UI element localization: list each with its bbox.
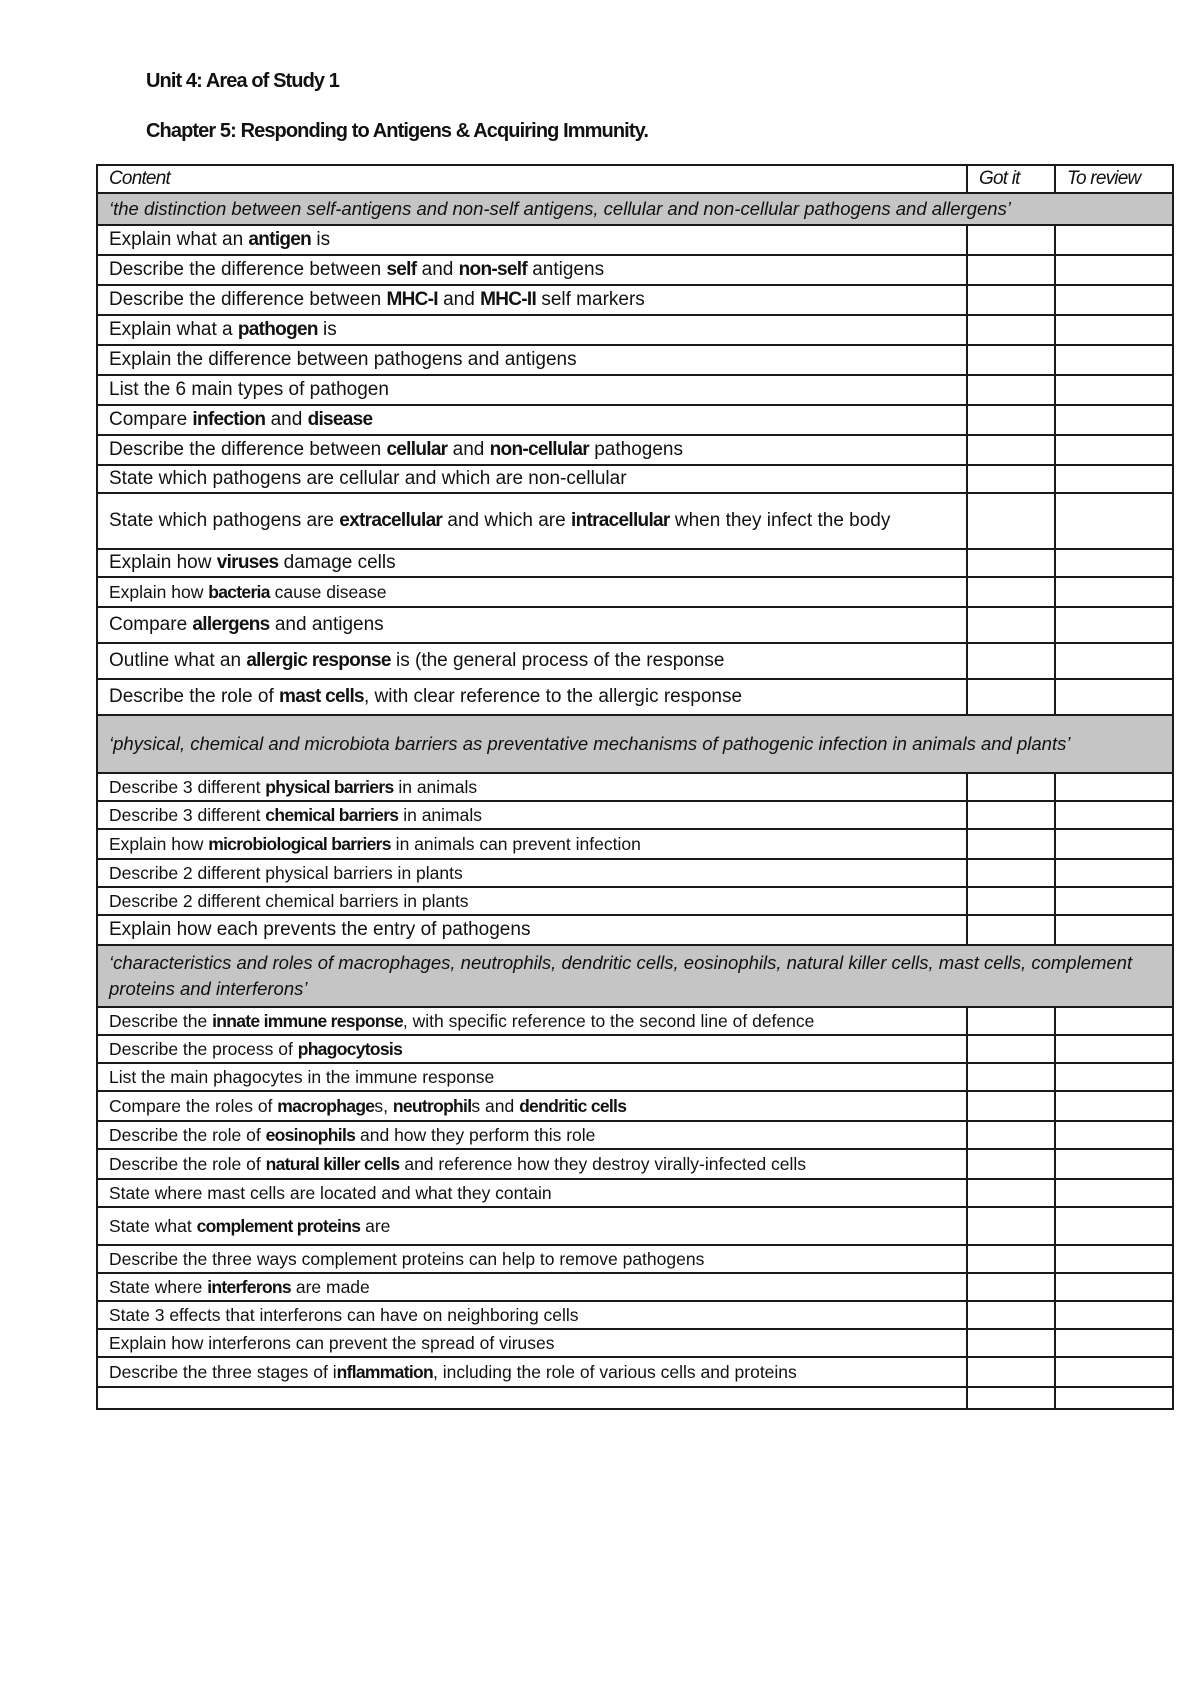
content-cell (97, 829, 967, 859)
key-term: mast cells (279, 686, 364, 707)
text-fragment: Compare the roles of (109, 1096, 278, 1116)
text-fragment: List the 6 main types of pathogen (109, 379, 389, 400)
chapter-heading: Chapter 5: Responding to Antigens & Acquiring Immunity. (146, 120, 648, 142)
checklist-row (97, 1007, 1173, 1035)
content-cell (97, 315, 967, 345)
key-term: nflammation (336, 1362, 433, 1382)
text-fragment: List the main phagocytes in the immune response (109, 1067, 495, 1087)
text-fragment: is (311, 229, 331, 250)
text-fragment: , with clear reference to the allergic response (363, 686, 743, 707)
got-it-cell[interactable] (967, 435, 1055, 465)
text-fragment: Describe the role of (109, 1154, 266, 1174)
text-fragment: , with specific reference to the second line of defence (402, 1011, 815, 1031)
content-cell (97, 465, 967, 493)
to-review-cell[interactable] (1055, 1063, 1173, 1091)
section-description (97, 193, 1173, 225)
content-cell (97, 643, 967, 679)
key-term: infection (192, 409, 266, 430)
content-cell (97, 1035, 967, 1063)
text-fragment: in animals (393, 777, 478, 797)
got-it-cell[interactable] (967, 493, 1055, 549)
content-cell (97, 1273, 967, 1301)
key-term: natural killer cells (265, 1154, 400, 1174)
key-term: intracellular (570, 510, 670, 531)
to-review-cell[interactable] (1055, 801, 1173, 829)
checklist-row (97, 1035, 1173, 1063)
got-it-cell[interactable] (967, 345, 1055, 375)
section-row (97, 715, 1173, 773)
to-review-cell[interactable] (1055, 1149, 1173, 1179)
content-cell (97, 225, 967, 255)
content-cell (97, 405, 967, 435)
key-term: MHC-I (386, 289, 438, 310)
key-term: complement proteins (196, 1216, 361, 1236)
to-review-cell[interactable] (1055, 1179, 1173, 1207)
checklist-row (97, 1301, 1173, 1329)
content-cell (97, 915, 967, 945)
got-it-cell[interactable] (967, 225, 1055, 255)
checklist-row (97, 1245, 1173, 1273)
content-cell (97, 1149, 967, 1179)
to-review-cell[interactable] (1055, 1329, 1173, 1357)
to-review-cell[interactable] (1055, 679, 1173, 715)
to-review-cell[interactable] (1055, 1207, 1173, 1245)
content-cell (97, 679, 967, 715)
key-term: pathogen (237, 319, 318, 340)
got-it-cell[interactable] (967, 1035, 1055, 1063)
checklist-row (97, 859, 1173, 887)
column-header-to-review: To review (1055, 165, 1173, 193)
to-review-cell[interactable] (1055, 773, 1173, 801)
got-it-cell[interactable] (967, 801, 1055, 829)
checklist-row (97, 465, 1173, 493)
to-review-cell[interactable] (1055, 1007, 1173, 1035)
got-it-cell[interactable] (967, 1273, 1055, 1301)
checklist-row (97, 315, 1173, 345)
text-fragment: Compare (109, 409, 193, 430)
got-it-cell[interactable] (967, 1357, 1055, 1387)
text-fragment: ‘the distinction between self-antigens and non-self antigens, cellular and non-cellular pathogens and allergens’ (109, 198, 1011, 219)
to-review-cell[interactable] (1055, 829, 1173, 859)
key-term: self (386, 259, 417, 280)
text-fragment: Describe the difference between (109, 259, 387, 280)
text-fragment: , including the role of various cells and proteins (432, 1362, 797, 1382)
content-checklist-table (96, 164, 1174, 1410)
checklist-row (97, 1207, 1173, 1245)
text-fragment: State which pathogens are (109, 510, 340, 531)
text-fragment: State where mast cells are located and what they contain (109, 1183, 552, 1203)
text-fragment: cause disease (269, 582, 387, 602)
checklist-row (97, 1091, 1173, 1121)
checklist-row (97, 375, 1173, 405)
text-fragment: Describe 2 different physical barriers in plants (109, 863, 463, 883)
text-fragment: self markers (536, 289, 645, 310)
content-cell (97, 1179, 967, 1207)
checklist-row (97, 829, 1173, 859)
got-it-cell[interactable] (967, 1387, 1055, 1409)
text-fragment: Explain how interferons can prevent the spread of viruses (109, 1333, 555, 1353)
checklist-row (97, 679, 1173, 715)
key-term: allergens (192, 614, 270, 635)
got-it-cell[interactable] (967, 465, 1055, 493)
text-fragment: Describe the difference between (109, 289, 387, 310)
text-fragment: Outline what an (109, 650, 247, 671)
text-fragment: antigens (526, 259, 605, 280)
text-fragment: Describe the role of (109, 1125, 266, 1145)
to-review-cell[interactable] (1055, 1273, 1173, 1301)
key-term: macrophage (277, 1096, 375, 1116)
got-it-cell[interactable] (967, 643, 1055, 679)
text-fragment: Compare (109, 614, 193, 635)
to-review-cell[interactable] (1055, 643, 1173, 679)
content-cell (97, 1387, 967, 1409)
text-fragment: State what (109, 1216, 197, 1236)
text-fragment: and (447, 439, 490, 460)
text-fragment: Describe the role of (109, 686, 280, 707)
content-cell (97, 1329, 967, 1357)
content-cell (97, 859, 967, 887)
got-it-cell[interactable] (967, 829, 1055, 859)
checklist-row (97, 1063, 1173, 1091)
text-fragment: s and (471, 1096, 520, 1116)
to-review-cell[interactable] (1055, 315, 1173, 345)
got-it-cell[interactable] (967, 1179, 1055, 1207)
content-cell (97, 577, 967, 607)
got-it-cell[interactable] (967, 285, 1055, 315)
to-review-cell[interactable] (1055, 1035, 1173, 1063)
key-term: microbiological barriers (208, 834, 391, 854)
key-term: non-cellular (489, 439, 589, 460)
text-fragment: Describe 3 different (109, 805, 266, 825)
to-review-cell[interactable] (1055, 345, 1173, 375)
got-it-cell[interactable] (967, 405, 1055, 435)
text-fragment: s, (374, 1096, 393, 1116)
text-fragment: Describe 3 different (109, 777, 266, 797)
text-fragment: Describe 2 different chemical barriers in plants (109, 891, 469, 911)
got-it-cell[interactable] (967, 1091, 1055, 1121)
to-review-cell[interactable] (1055, 1301, 1173, 1329)
checklist-row (97, 549, 1173, 577)
got-it-cell[interactable] (967, 915, 1055, 945)
got-it-cell[interactable] (967, 887, 1055, 915)
checklist-row (97, 255, 1173, 285)
section-row (97, 945, 1173, 1007)
checklist-row (97, 607, 1173, 643)
text-fragment: and (437, 289, 481, 310)
key-term: non-self (458, 259, 527, 280)
text-fragment: damage cells (278, 552, 396, 573)
unit-heading: Unit 4: Area of Study 1 (146, 70, 340, 92)
content-cell (97, 285, 967, 315)
text-fragment: in animals can prevent infection (390, 834, 641, 854)
got-it-cell[interactable] (967, 1121, 1055, 1149)
got-it-cell[interactable] (967, 549, 1055, 577)
text-fragment: and (416, 259, 459, 280)
key-term: innate immune response (212, 1011, 403, 1031)
content-cell (97, 607, 967, 643)
text-fragment: State 3 effects that interferons can have on neighboring cells (109, 1305, 579, 1325)
to-review-cell[interactable] (1055, 225, 1173, 255)
to-review-cell[interactable] (1055, 493, 1173, 549)
text-fragment: are made (290, 1277, 370, 1297)
table-header-row (97, 165, 1173, 193)
checklist-row (97, 285, 1173, 315)
content-cell (97, 345, 967, 375)
content-cell (97, 1357, 967, 1387)
text-fragment: Explain how each prevents the entry of pathogens (109, 919, 531, 940)
content-cell (97, 549, 967, 577)
to-review-cell[interactable] (1055, 887, 1173, 915)
content-cell (97, 887, 967, 915)
got-it-cell[interactable] (967, 577, 1055, 607)
text-fragment: Describe the three ways complement proteins can help to remove pathogens (109, 1249, 705, 1269)
got-it-cell[interactable] (967, 607, 1055, 643)
content-cell (97, 1301, 967, 1329)
to-review-cell[interactable] (1055, 285, 1173, 315)
key-term: antigen (248, 229, 312, 250)
key-term: viruses (216, 552, 279, 573)
text-fragment: and how they perform this role (355, 1125, 596, 1145)
text-fragment: and reference how they destroy virally-infected cells (399, 1154, 807, 1174)
content-cell (97, 255, 967, 285)
text-fragment: State which pathogens are cellular and which are non-cellular (109, 468, 627, 489)
checklist-row (97, 577, 1173, 607)
section-description (97, 715, 1173, 773)
content-cell (97, 375, 967, 405)
got-it-cell[interactable] (967, 1329, 1055, 1357)
to-review-cell[interactable] (1055, 859, 1173, 887)
checklist-row (97, 345, 1173, 375)
got-it-cell[interactable] (967, 315, 1055, 345)
text-fragment: Explain the difference between pathogens and antigens (109, 349, 577, 370)
got-it-cell[interactable] (967, 1007, 1055, 1035)
checklist-row (97, 1179, 1173, 1207)
to-review-cell[interactable] (1055, 435, 1173, 465)
to-review-cell[interactable] (1055, 549, 1173, 577)
key-term: allergic response (246, 650, 391, 671)
checklist-row (97, 1357, 1173, 1387)
content-cell (97, 773, 967, 801)
content-cell (97, 1091, 967, 1121)
text-fragment: ‘characteristics and roles of macrophages, neutrophils, dendritic cells, eosinophils, natural killer cells, mast cells, complement proteins and interferons’ (109, 952, 1133, 999)
content-cell (97, 1007, 967, 1035)
text-fragment: and antigens (269, 614, 384, 635)
content-cell (97, 1121, 967, 1149)
key-term: eosinophils (265, 1125, 356, 1145)
text-fragment: Explain how (109, 582, 209, 602)
text-fragment: ‘physical, chemical and microbiota barriers as preventative mechanisms of pathogenic infection in animals and plants’ (109, 733, 1071, 754)
key-term: neutrophil (392, 1096, 472, 1116)
checklist-row (97, 887, 1173, 915)
got-it-cell[interactable] (967, 1245, 1055, 1273)
checklist-row (97, 225, 1173, 255)
key-term: bacteria (208, 582, 270, 602)
column-header-content: Content (97, 165, 967, 193)
key-term: interferons (207, 1277, 291, 1297)
content-cell (97, 1207, 967, 1245)
to-review-cell[interactable] (1055, 607, 1173, 643)
to-review-cell[interactable] (1055, 1387, 1173, 1409)
content-cell (97, 493, 967, 549)
to-review-cell[interactable] (1055, 1091, 1173, 1121)
key-term: physical barriers (265, 777, 394, 797)
checklist-row (97, 801, 1173, 829)
got-it-cell[interactable] (967, 859, 1055, 887)
to-review-cell[interactable] (1055, 1357, 1173, 1387)
checklist-row (97, 1273, 1173, 1301)
to-review-cell[interactable] (1055, 1121, 1173, 1149)
to-review-cell[interactable] (1055, 255, 1173, 285)
section-row (97, 193, 1173, 225)
to-review-cell[interactable] (1055, 465, 1173, 493)
to-review-cell[interactable] (1055, 405, 1173, 435)
key-term: dendritic cells (519, 1096, 627, 1116)
key-term: cellular (386, 439, 448, 460)
checklist-row (97, 1149, 1173, 1179)
text-fragment: is (317, 319, 337, 340)
text-fragment: State where (109, 1277, 208, 1297)
checklist-row (97, 405, 1173, 435)
text-fragment: Describe the (109, 1011, 213, 1031)
checklist-row (97, 915, 1173, 945)
checklist-row (97, 773, 1173, 801)
text-fragment: Explain how (109, 834, 209, 854)
got-it-cell[interactable] (967, 1149, 1055, 1179)
text-fragment: and (265, 409, 308, 430)
checklist-row (97, 435, 1173, 465)
text-fragment: and which are (442, 510, 571, 531)
got-it-cell[interactable] (967, 773, 1055, 801)
text-fragment: Explain what a (109, 319, 238, 340)
table-body (97, 193, 1173, 1409)
text-fragment: is (the general process of the response (390, 650, 725, 671)
checklist-row (97, 1329, 1173, 1357)
text-fragment: pathogens (588, 439, 683, 460)
text-fragment: Explain how (109, 552, 217, 573)
text-fragment: Describe the difference between (109, 439, 387, 460)
content-cell (97, 1245, 967, 1273)
key-term: disease (307, 409, 373, 430)
text-fragment: Describe the three stages of i (109, 1362, 337, 1382)
key-term: phagocytosis (297, 1039, 403, 1059)
checklist-row (97, 1387, 1173, 1409)
content-cell (97, 801, 967, 829)
got-it-cell[interactable] (967, 1063, 1055, 1091)
key-term: MHC-II (480, 289, 537, 310)
got-it-cell[interactable] (967, 375, 1055, 405)
text-fragment: when they infect the body (669, 510, 891, 531)
key-term: extracellular (339, 510, 443, 531)
text-fragment: in animals (398, 805, 483, 825)
content-cell (97, 435, 967, 465)
to-review-cell[interactable] (1055, 1245, 1173, 1273)
content-cell (97, 1063, 967, 1091)
text-fragment: Explain what an (109, 229, 249, 250)
column-header-got-it: Got it (967, 165, 1055, 193)
checklist-row (97, 493, 1173, 549)
got-it-cell[interactable] (967, 679, 1055, 715)
got-it-cell[interactable] (967, 1301, 1055, 1329)
got-it-cell[interactable] (967, 1207, 1055, 1245)
got-it-cell[interactable] (967, 255, 1055, 285)
text-fragment: are (360, 1216, 391, 1236)
checklist-row (97, 1121, 1173, 1149)
checklist-row (97, 643, 1173, 679)
text-fragment: Describe the process of (109, 1039, 298, 1059)
section-description (97, 945, 1173, 1007)
to-review-cell[interactable] (1055, 375, 1173, 405)
to-review-cell[interactable] (1055, 915, 1173, 945)
key-term: chemical barriers (265, 805, 399, 825)
to-review-cell[interactable] (1055, 577, 1173, 607)
